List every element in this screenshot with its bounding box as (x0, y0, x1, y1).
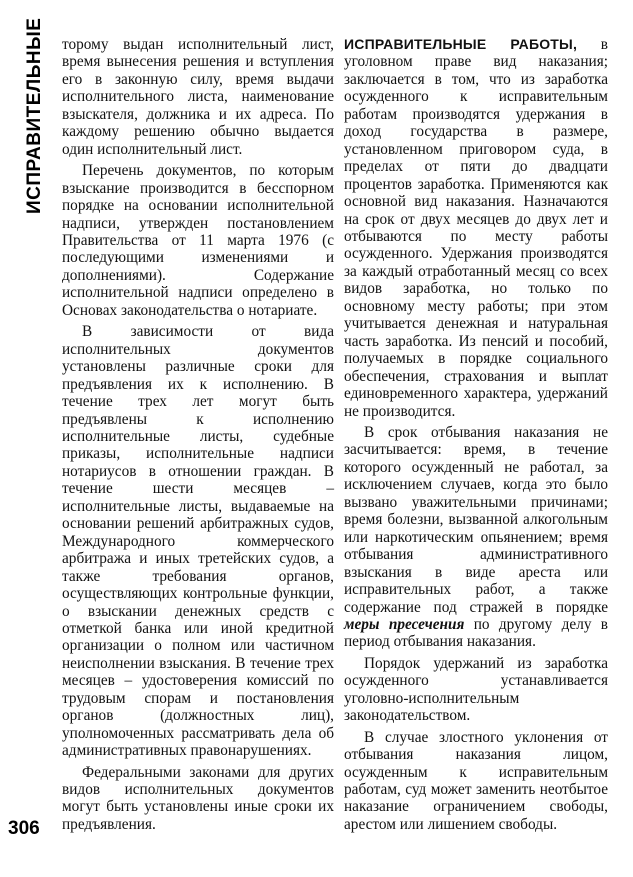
entry-paragraph (344, 36, 608, 420)
left-paragraph-4: Федеральными законами для других видов исполнительных документов могут быть установлены иные сроки их предъявления. (62, 763, 334, 833)
left-paragraph-2: Перечень документов, по которым взыскание производится в бесспорном порядке на основании исполнительной надписи, утвержден постановлением Правительства от 11 марта 1976 (с последующими изменениями и дополнениями). Содержание исполнительной надписи определено в Основах законодательства о нотариате. (62, 162, 334, 319)
right-paragraph-2 (344, 424, 608, 651)
right-paragraph-3: Порядок удержаний из заработка осужденного устанавливается уголовно-исполнительным законодательством. (344, 654, 608, 725)
left-column (62, 36, 334, 833)
page-number: 306 (8, 818, 40, 839)
right-column (344, 36, 608, 833)
left-paragraph-1: торому выдан исполнительный лист, время вынесения решения и вступления его в законную силу, время выдачи исполнительного листа, наименование взыскателя, должника и их адреса. По каждому решению обычно выдается один исполнительный лист. (62, 36, 334, 158)
section-header-vertical: ИСПРАВИТЕЛЬНЫЕ (24, 18, 45, 215)
right-paragraph-4: В случае злостного уклонения от отбывания наказания лицом, осужденным к исправительным работам, суд может заменить неотбытое наказание ограничением свободы, арестом или лишением свободы. (344, 728, 608, 833)
left-paragraph-3: В зависимости от вида исполнительных документов установлены различные сроки для предъявления их к исполнению. В течение трех лет могут быть предъявлены к исполнению исполнительные листы, судебные приказы, исполнительные надписи нотариусов в отношении граждан. В течение шести месяцев – исполнительные листы, выдаваемые на основании решений арбитражных судов, Международного коммерческого арбитража и иных третейских судов, а также требования органов, осуществляющих контрольные функции, о взыскании денежных средств с отметкой банка или иной кредитной организации о полном или частичном неисполнении взыскания. В течение трех месяцев – удостоверения комиссий по трудовым спорам и постановления органов (должностных лиц), уполномоченных рассматривать дела об административных правонарушениях. (62, 323, 334, 760)
entry-definition: в уголовном праве вид наказания; заключается в том, что из заработка осужденного к исправительным работам производятся удержания в доход государства в размере, установленном приговором суда, в пределах от пяти до двадцати процентов заработка. Применяются как основной вид наказания. Назначаются на срок от двух месяцев до двух лет и отбываются по месту работы осужденного. Удержания производятся за каждый отработанный месяц со всех видов заработка, но только по основному месту работы; при этом учитывается денежная и натуральная часть заработка. Из пенсий и пособий, получаемых в порядке социального обеспечения, страхования и выплат единовременного характера, удержаний не производится. (344, 36, 608, 420)
right-paragraph-2-end: по другому делу в период отбывания наказания. (344, 615, 608, 651)
entry-term: ИСПРАВИТЕЛЬНЫЕ РАБОТЫ, (344, 36, 578, 52)
cross-reference-term: меры пресечения (344, 615, 465, 633)
right-paragraph-2-start: В срок отбывания наказания не засчитывается: время, в течение которого осужденный не работал, за исключением случаев, когда это было вызвано уважительными причинами; время болезни, вызванной алкогольным или наркотическим опьянением; время отбывания административного взыскания в виде ареста или исправительных работ, а также содержание под стражей в порядке (344, 423, 608, 616)
